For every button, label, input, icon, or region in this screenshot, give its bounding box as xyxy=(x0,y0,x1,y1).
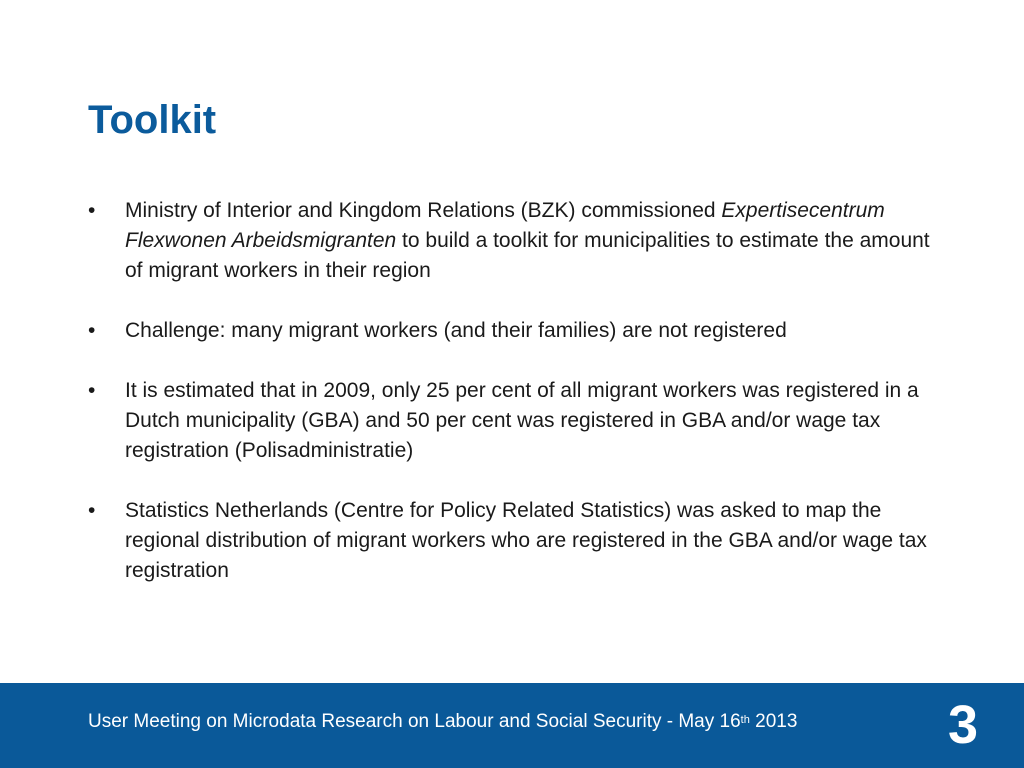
footer-superscript: th xyxy=(740,714,750,726)
footer-text-main: User Meeting on Microdata Research on Labour and Social Security - May 16 xyxy=(88,711,741,732)
bullet-item-commission xyxy=(88,196,948,286)
bullet-list xyxy=(88,196,948,586)
bullet-marker: • xyxy=(88,499,96,522)
footer-text-year: 2013 xyxy=(749,711,798,732)
bullet-item-estimate xyxy=(88,376,948,466)
bullet-item-statistics xyxy=(88,496,948,586)
bullet-marker: • xyxy=(88,199,96,222)
bullet-marker: • xyxy=(88,379,96,402)
footer-caption xyxy=(88,710,797,734)
bullet-text-italic: Expertisecentrum Flexwonen Arbeidsmigranten xyxy=(125,199,885,252)
bullet-text: It is estimated that in 2009, only 25 per cent of all migrant workers was registered in a Dutch municipality (GBA) and 50 per cent was registered in GBA and/or wage tax registration (Polisadministratie) xyxy=(125,379,919,462)
slide-title: Toolkit xyxy=(88,98,217,142)
page-number: 3 xyxy=(947,695,978,755)
bullet-text: Statistics Netherlands (Centre for Policy Related Statistics) was asked to map the regional distribution of migrant workers who are registered in the GBA and/or wage tax registration xyxy=(125,499,927,582)
bullet-text-part: Ministry of Interior and Kingdom Relations (BZK) commissioned xyxy=(125,199,722,222)
bullet-text: Challenge: many migrant workers (and their families) are not registered xyxy=(125,319,787,342)
bullet-item-challenge xyxy=(88,316,948,346)
bullet-marker: • xyxy=(88,319,96,342)
bullet-text-part: to build a toolkit for municipalities to estimate the amount of migrant workers in their region xyxy=(125,229,930,282)
footer-bar xyxy=(0,683,1024,768)
